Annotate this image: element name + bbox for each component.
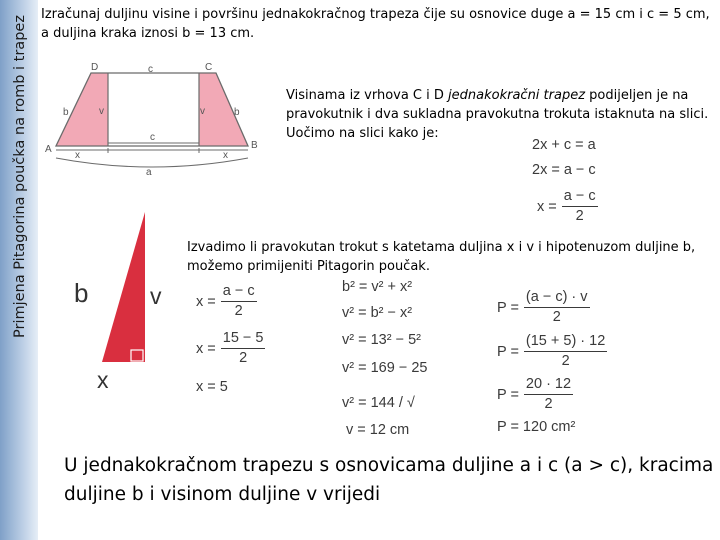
v-step-5: v² = 144 / √ [342,395,415,411]
triangle-fill [102,212,145,362]
eq-x-num: a − c [562,188,598,207]
vertex-C: C [205,62,213,73]
v-step-2: v² = b² − x² [342,305,413,321]
explanation-italic: jednakokračni trapez [448,88,586,103]
a-brace [56,158,248,167]
eq-x-lhs: x = [537,198,557,215]
problem-statement: Izračunaj duljinu visine i površinu jednakokračnog trapeza čije su osnovice duge a = 15 cm i c = 5 cm, a duljina kraka iznosi b = 13 cm. [41,7,710,41]
vertex-D: D [91,62,99,73]
label-b-right: b [234,107,240,118]
p-step-3: P = $\frac{20 \cdot 12}{2}$ [497,376,572,412]
triangle-label-b: b [74,278,89,308]
x-step-3: x = 5 [196,379,228,395]
label-v-right: v [200,106,205,117]
right-triangle-fill [199,73,248,146]
label-v-left: v [99,106,104,117]
eq-x-den: 2 [575,208,584,224]
sidebar [0,0,38,540]
triangle-label-x: x [97,367,109,393]
p-step-4: P = 120 cm² [497,419,576,435]
label-x-left: x [75,150,80,161]
explanation-part2: podijeljen je na pravokutnik i dva sukladna pravokutna trokuta istaknuta na slici. Uočimo na slici kako je: [286,88,709,141]
label-b-left: b [63,107,69,118]
label-a-bottom: a [146,167,152,178]
eq-x-fraction [537,188,598,225]
vertex-A: A [45,144,52,155]
x-step-1: x = $\frac{a - c}{2}$ [196,283,255,319]
v-step-1: b² = v² + x² [342,279,413,295]
pythagoras-text: Izvadimo li pravokutan trokut s katetama duljina x i v i hipotenuzom duljine b, možemo primijeniti Pitagorin poučak. [187,240,696,274]
v-step-6: v = 12 cm [346,422,410,438]
eq-2x-minus: 2x = a − c [532,162,596,178]
conclusion-text: U jednakokračnom trapezu s osnovicama duljine a i c (a > c), kracima duljine b i visinom duljine v vrijedi [64,455,714,505]
x-step-2: x = $\frac{15 - 5}{2}$ [196,330,264,366]
eq-2x-plus-c: 2x + c = a [532,137,596,153]
v-step-3: v² = 13² − 5² [342,332,421,348]
p-step-1: P = $\frac{(a - c) \cdot v}{2}$ [497,289,588,325]
trapezoid-diagram [40,56,272,176]
explanation-text [286,86,718,143]
right-triangle-diagram [60,205,180,393]
sidebar-title: Primjena Pitagorina poučka na romb i trapez [12,15,28,338]
vertex-B: B [251,140,258,151]
label-x-right: x [223,150,228,161]
label-c-middle: c [150,132,155,143]
explanation-part1: Visinama iz vrhova C i D [286,88,449,103]
label-c-top: c [148,64,153,75]
v-step-4: v² = 169 − 25 [342,360,428,376]
triangle-label-v: v [150,283,162,309]
p-step-2: P = $\frac{(15 + 5) \cdot 12}{2}$ [497,333,606,369]
